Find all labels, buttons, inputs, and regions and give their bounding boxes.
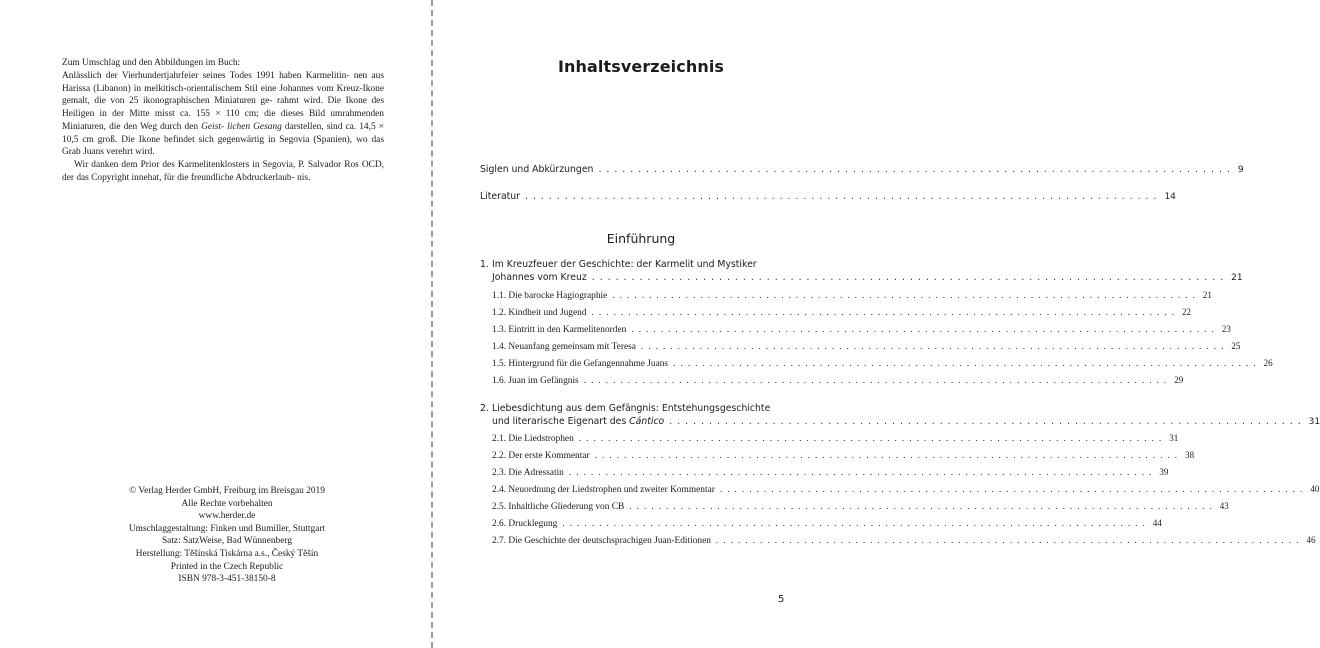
toc-page-number: 39 (1159, 467, 1169, 477)
toc-page-number: 44 (1152, 518, 1162, 528)
work-title-italic-a: Geist- (201, 121, 225, 132)
dot-leader: ................................................................................ (629, 502, 1217, 512)
toc-entry-label: 2.1. Die Liedstrophen (492, 434, 574, 444)
toc-entry-label: 1.1. Die barocke Hagiographie (492, 291, 608, 301)
left-page (0, 0, 431, 648)
toc-page-number: 43 (1219, 501, 1229, 511)
imprint-line: Printed in the Czech Republic (170, 561, 284, 572)
toc-chapter-title-continued[interactable] (492, 416, 1320, 430)
toc-entry-label: 2.7. Die Geschichte der deutschsprachigen Juan-Editionen (492, 536, 711, 546)
toc-page-number: 23 (1221, 324, 1231, 334)
toc-page-number: 25 (1231, 341, 1241, 351)
toc-entry-label: 2.2. Der erste Kommentar (492, 451, 590, 461)
dot-leader: ................................................................................ (598, 164, 1235, 175)
toc-entry[interactable] (480, 164, 1244, 178)
toc-entry-label: Literatur (480, 191, 521, 202)
toc-entry[interactable] (492, 290, 1212, 304)
dot-leader: ................................................................................ (669, 416, 1306, 427)
imprint-line: © Verlag Herder GmbH, Freiburg im Breisgau 2019 (129, 486, 325, 496)
toc-entry-label: 2.5. Inhaltliche Gliederung von CB (492, 502, 625, 512)
toc-page-number: 21 (1231, 273, 1243, 283)
toc-page-number: 26 (1263, 358, 1273, 368)
toc-page-number: 21 (1202, 290, 1212, 300)
toc-entry[interactable] (492, 324, 1231, 338)
toc-entry-label: 2.3. Die Adressatin (492, 468, 564, 478)
chapter-title-line: Liebesdichtung aus dem Gefängnis: Entstehungsgeschichte (492, 403, 771, 414)
dot-leader: ................................................................................ (578, 434, 1167, 444)
toc-page-number: 31 (1308, 417, 1320, 427)
toc-entry[interactable] (492, 484, 1320, 498)
imprint (62, 485, 392, 586)
dot-leader: ................................................................................ (631, 325, 1219, 335)
toc-entry-label: 2.4. Neuordnung der Liedstrophen und zweiter Kommentar (492, 485, 715, 495)
toc-entry-label: Siglen und Abkürzungen (480, 164, 594, 175)
toc-chapter-title-continued[interactable] (492, 272, 1243, 286)
toc-entry[interactable] (492, 501, 1229, 515)
toc-chapter[interactable] (480, 402, 840, 415)
dot-leader: ................................................................................ (562, 519, 1150, 529)
toc-page-number: 40 (1310, 484, 1320, 494)
right-page (436, 0, 1320, 648)
toc-entry-label: Johannes vom Kreuz (492, 272, 587, 283)
toc-page-number: 14 (1164, 192, 1176, 202)
toc-entry[interactable] (492, 450, 1195, 464)
dot-leader: ................................................................................ (568, 468, 1157, 478)
imprint-line: Herstellung: Těšínská Tiskárna a.s., Český Těšín (135, 548, 319, 559)
toc-entry[interactable] (492, 433, 1179, 447)
chapter-number: 2. (480, 403, 489, 414)
toc-entry[interactable] (492, 358, 1273, 372)
toc-page-number: 38 (1185, 450, 1195, 460)
page-title: Inhaltsverzeichnis (557, 57, 725, 76)
dot-leader: ................................................................................ (591, 272, 1229, 283)
toc-entry-label: 1.3. Eintritt in den Karmelitenorden (492, 325, 627, 335)
dot-leader: ................................................................................ (525, 191, 1162, 202)
imprint-line: www.herder.de (198, 511, 256, 522)
dot-leader: ................................................................................ (583, 376, 1172, 386)
toc-entry[interactable] (492, 535, 1316, 549)
chapter-title-line: Im Kreuzfeuer der Geschichte: der Karmelit und Mystiker (492, 259, 757, 270)
note-paragraph-2: Wir danken dem Prior des Karmelitenklosters in Segovia, P. Salvador Ros OCD, der das Copyright innehat, für die freundliche Abdruckerlaub- nis. (62, 160, 384, 183)
toc-entry-label: 1.2. Kindheit und Jugend (492, 308, 587, 318)
imprint-line: Alle Rechte vorbehalten (181, 498, 273, 509)
toc-entry[interactable] (492, 518, 1162, 532)
imprint-line: Umschlaggestaltung: Finken und Bumiller, Stuttgart (128, 523, 326, 534)
page-number: 5 (778, 594, 785, 605)
toc-entry-label: 1.6. Juan im Gefängnis (492, 376, 579, 386)
note-heading: Zum Umschlag und den Abbildungen im Buch: (62, 58, 241, 68)
toc-entry-label: 2.6. Drucklegung (492, 519, 558, 529)
toc-entry[interactable] (492, 307, 1192, 321)
toc-entry[interactable] (492, 467, 1169, 481)
toc-entry[interactable] (492, 341, 1241, 355)
dot-leader: ................................................................................ (640, 342, 1229, 352)
dot-leader: ................................................................................ (591, 308, 1180, 318)
dot-leader: ................................................................................ (715, 536, 1304, 546)
toc-chapter[interactable] (480, 258, 840, 271)
imprint-line: ISBN 978-3-451-38150-8 (178, 574, 276, 585)
toc-page-number: 9 (1237, 165, 1244, 175)
note-paragraph-1: Anlässlich der Vierhundertjahrfeier seines Todes 1991 haben Karmelitin- nen aus Harissa (Libanon) in melkitisch-orientalischem Stil eine Johannes vom Kreuz-Ikone gemalt, die von 25 ikonographischen Miniaturen ge- rahmt wird. Die Ikone des Heiligen in der Mitte misst ca. 155 × 110 cm; die dieses Bild umrahmenden Miniaturen, die den Weg durch den Geist- lichen Gesang darstellen, sind ca. 14,5 × 10,5 cm groß. Die Ikone befindet sich gegenwärtig in Segovia (Spanien), wo das Grab Juans verehrt wird. (62, 70, 385, 158)
toc-entry-label: 1.5. Hintergrund für die Gefangennahme Juans (492, 359, 669, 369)
toc-entry[interactable] (480, 191, 1176, 205)
toc-page-number: 31 (1169, 433, 1179, 443)
page-divider (431, 0, 433, 648)
toc-page-number: 29 (1174, 375, 1184, 385)
toc-entry[interactable] (492, 375, 1184, 389)
toc-entry-label: 1.4. Neuanfang gemeinsam mit Teresa (492, 342, 636, 352)
work-title-italic-b: lichen Gesang (227, 121, 282, 132)
toc-page-number: 22 (1182, 307, 1192, 317)
chapter-number: 1. (480, 259, 489, 270)
dot-leader: ................................................................................ (612, 291, 1200, 301)
dot-leader: ................................................................................ (594, 451, 1183, 461)
dot-leader: ................................................................................ (673, 359, 1261, 369)
section-heading: Einführung (606, 231, 676, 246)
toc-page-number: 46 (1306, 535, 1316, 545)
imprint-line: Satz: SatzWeise, Bad Wünnenberg (161, 536, 293, 547)
cover-note (62, 57, 384, 185)
toc-entry-label: und literarische Eigenart des Cántico (492, 416, 665, 427)
dot-leader: ................................................................................ (719, 485, 1308, 495)
